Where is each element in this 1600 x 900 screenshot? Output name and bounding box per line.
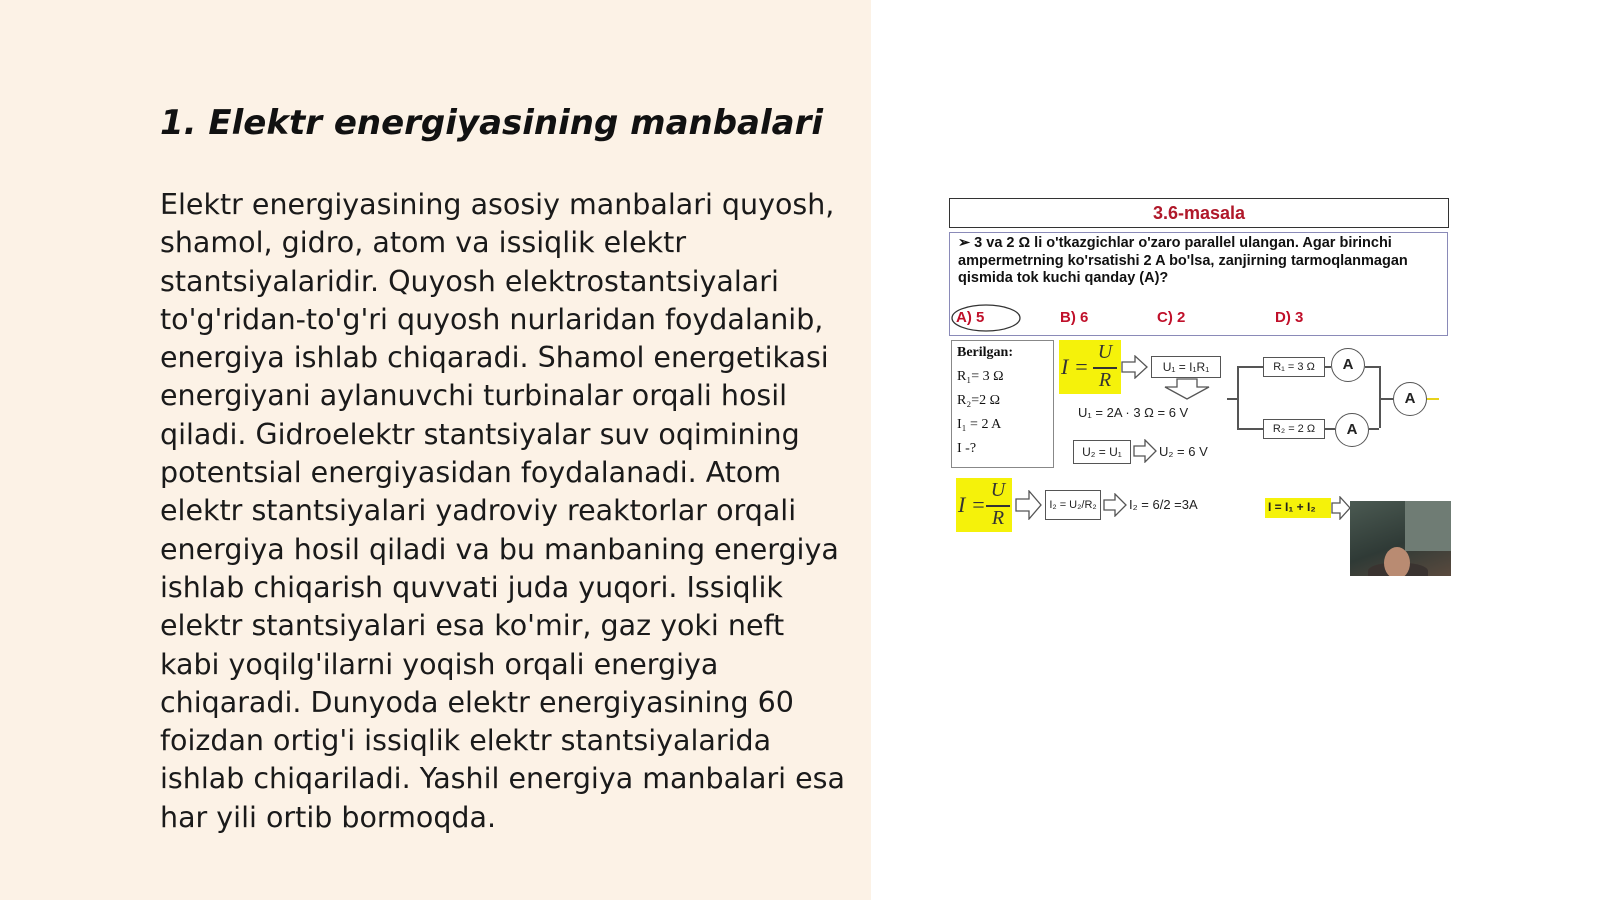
arrow-right-icon [1331, 496, 1351, 520]
formula-u1-value: U₁ = 2A · 3 Ω = 6 V [1078, 405, 1189, 420]
arrow-down-icon [1163, 378, 1211, 400]
given-r2: R₂=2 Ω [957, 393, 1001, 408]
formula-i2-value: I₂ = 6/2 =3A [1129, 497, 1198, 512]
formula-u2-eq-box: U₂ = U₁ [1073, 440, 1131, 464]
formula-u2-value: U₂ = 6 V [1159, 444, 1208, 459]
arrow-right-icon [1015, 490, 1043, 520]
webcam-person-head [1384, 547, 1410, 576]
answer-circle-mark [950, 303, 1030, 337]
circuit-wire [1427, 398, 1439, 400]
circuit-wire [1237, 428, 1263, 430]
problem-statement-box [949, 232, 1448, 336]
circuit-wire [1379, 398, 1393, 400]
circuit-wire [1237, 366, 1239, 428]
circuit-wire [1369, 428, 1379, 430]
option-a: A) 5 [956, 309, 985, 326]
resistor-r2: R₂ = 2 Ω [1263, 419, 1325, 439]
ohm-formula-i-bottom: I = [958, 492, 986, 517]
page-title: 1. Elektr energiyasining manbalari [160, 103, 824, 143]
arrow-right-icon [1133, 439, 1157, 463]
circuit-wire [1237, 366, 1263, 368]
circuit-wire [1379, 366, 1381, 428]
ohm-formula-u: U [1097, 341, 1113, 363]
ammeter-1: A [1331, 348, 1365, 382]
ammeter-main: A [1393, 382, 1427, 416]
webcam-background [1405, 501, 1451, 551]
webcam-thumbnail[interactable] [1350, 501, 1451, 576]
ohm-formula-u-bottom: U [990, 479, 1006, 501]
circuit-wire [1227, 398, 1237, 400]
problem-text: ➢ 3 va 2 Ω li o'tkazgichlar o'zaro parallel ulangan. Agar birinchi ampermetrning ko'rsatishi 2 A bo'lsa, zanjirning tarmoqlanmagan qismida tok kuchi qanday (A)? [958, 235, 1408, 286]
formula-i2-box: I₂ = U₂/R₂ [1045, 490, 1101, 520]
option-c: C) 2 [1157, 309, 1186, 326]
ammeter-2: A [1335, 413, 1369, 447]
circuit-wire [1325, 428, 1335, 430]
given-box [951, 340, 1054, 468]
slide-title: 3.6-masala [949, 198, 1449, 228]
given-heading: Berilgan: [957, 345, 1013, 360]
ohm-formula-i: I = [1061, 354, 1089, 379]
ohm-formula-r: R [1098, 369, 1112, 391]
given-i1: I₁ = 2 A [957, 417, 1002, 432]
ohm-formula-r-bottom: R [991, 507, 1005, 529]
given-r1: R₁= 3 Ω [957, 369, 1004, 384]
body-paragraph: Elektr energiyasining asosiy manbalari quyosh, shamol, gidro, atom va issiqlik elektr stantsiyalaridir. Quyosh elektrostantsiyalari to'g'ridan-to'g'ri quyosh nurlaridan foydalanib, energiya ishlab chiqaradi. Shamol energetikasi energiyani aylanuvchi turbinalar orqali hosil qiladi. Gidroelektr stantsiyalar suv oqimining potentsial energiyasidan foydalanadi. Atom elektr stantsiyalari yadroviy reaktorlar orqali energiya hosil qiladi va bu manbaning energiya ishlab chiqarish quvvati juda yuqori. Issiqlik elektr stantsiyalari esa ko'mir, gaz yoki neft kabi yoqilg'ilarni yoqish orqali energiya chiqaradi. Dunyoda elektr energiyasining 60 foizdan ortig'i issiqlik elektr stantsiyalarida ishlab chiqariladi. Yashil energiya manbalari esa har yili ortib bormoqda. [160, 188, 845, 834]
option-d: D) 3 [1275, 309, 1304, 326]
formula-sum: I = I₁ + I₂ [1268, 500, 1316, 514]
formula-u1-box: U₁ = I₁R₁ [1151, 356, 1221, 378]
given-unknown: I -? [957, 441, 977, 456]
resistor-r1: R₁ = 3 Ω [1263, 357, 1325, 377]
arrow-right-icon [1121, 355, 1149, 379]
option-b: B) 6 [1060, 309, 1089, 326]
circuit-wire [1365, 366, 1379, 368]
arrow-right-icon [1103, 493, 1127, 517]
